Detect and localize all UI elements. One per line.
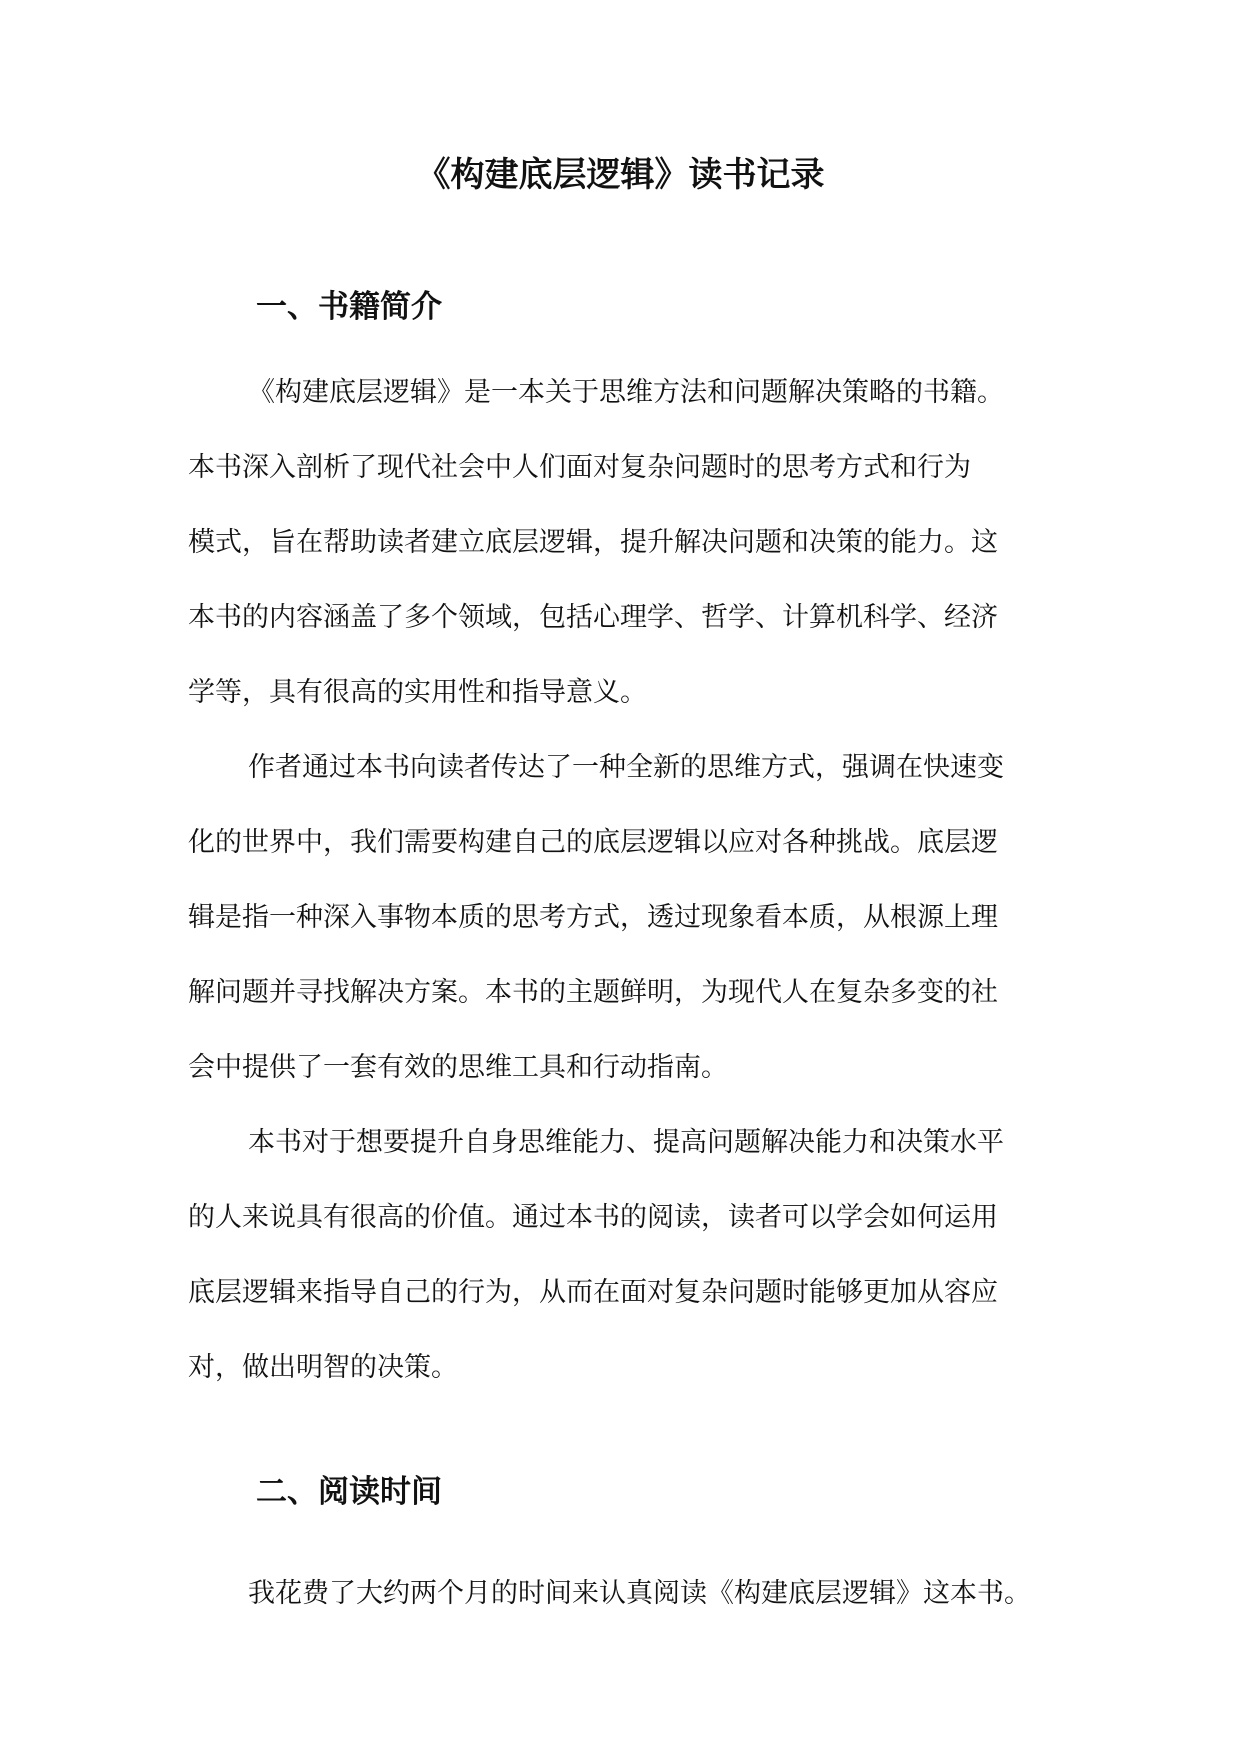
paragraph-line: 的人来说具有很高的价值。通过本书的阅读，读者可以学会如何运用 xyxy=(188,1202,998,1233)
paragraph-line: 模式，旨在帮助读者建立底层逻辑，提升解决问题和决策的能力。这 xyxy=(188,527,998,558)
paragraph-line: 本书的内容涵盖了多个领域，包括心理学、哲学、计算机科学、经济 xyxy=(188,602,998,633)
paragraph-reading-time-1 xyxy=(188,1556,1056,1631)
section-heading-book-intro: 一、书籍简介 xyxy=(256,289,442,325)
paragraph-line: 学等，具有很高的实用性和指导意义。 xyxy=(188,677,647,708)
paragraph-line: 化的世界中，我们需要构建自己的底层逻辑以应对各种挑战。底层逻 xyxy=(188,827,998,858)
paragraph-line: 我花费了大约两个月的时间来认真阅读《构建底层逻辑》这本书。 xyxy=(248,1578,1031,1609)
paragraph-line: 辑是指一种深入事物本质的思考方式，透过现象看本质，从根源上理 xyxy=(188,902,998,933)
section-heading-reading-time: 二、阅读时间 xyxy=(256,1474,442,1510)
paragraph-intro-3 xyxy=(188,1105,1056,1405)
paragraph-intro-1 xyxy=(188,355,1056,730)
paragraph-line: 本书深入剖析了现代社会中人们面对复杂问题时的思考方式和行为 xyxy=(188,452,971,483)
document-title: 《构建底层逻辑》读书记录 xyxy=(416,155,825,195)
paragraph-line: 对，做出明智的决策。 xyxy=(188,1352,458,1383)
paragraph-line: 《构建底层逻辑》是一本关于思维方法和问题解决策略的书籍。 xyxy=(248,377,1004,408)
paragraph-line: 底层逻辑来指导自己的行为，从而在面对复杂问题时能够更加从容应 xyxy=(188,1277,998,1308)
paragraph-line: 会中提供了一套有效的思维工具和行动指南。 xyxy=(188,1052,728,1083)
paragraph-line: 本书对于想要提升自身思维能力、提高问题解决能力和决策水平 xyxy=(248,1127,1004,1158)
paragraph-line: 解问题并寻找解决方案。本书的主题鲜明，为现代人在复杂多变的社 xyxy=(188,977,998,1008)
paragraph-intro-2 xyxy=(188,730,1056,1105)
paragraph-line: 作者通过本书向读者传达了一种全新的思维方式，强调在快速变 xyxy=(248,752,1004,783)
